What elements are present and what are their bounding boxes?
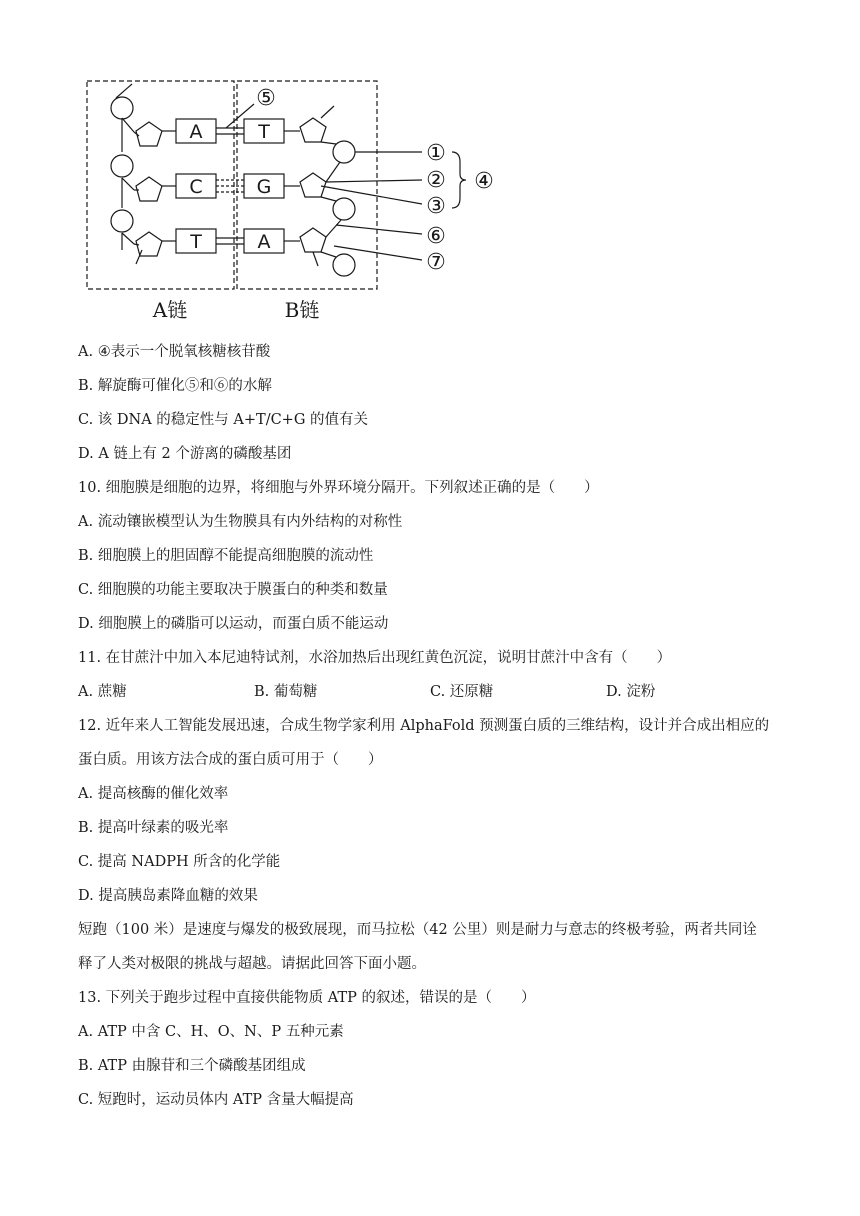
q9-option-c: C. 该 DNA 的稳定性与 A+T/C+G 的值有关 (78, 412, 369, 428)
marker-5: ⑤ (256, 86, 276, 111)
q12-option-d: D. 提高胰岛素降血糖的效果 (78, 888, 258, 904)
brace (452, 152, 466, 208)
q11-option-b: B. 葡萄糖 (254, 684, 318, 700)
deoxyribose-pentagon (300, 228, 326, 252)
q10-option-d: D. 细胞膜上的磷脂可以运动，而蛋白质不能运动 (78, 616, 389, 632)
base-label: A (257, 231, 271, 253)
deoxyribose-pentagon (300, 173, 326, 197)
base-label: C (189, 176, 203, 198)
q12-option-a: A. 提高核酶的催化效率 (78, 786, 229, 802)
deoxyribose-pentagon (136, 232, 162, 256)
chain-a-label: A链 (152, 298, 188, 322)
base-label: T (258, 121, 270, 143)
q12-option-c: C. 提高 NADPH 所含的化学能 (78, 854, 281, 870)
marker-7: ⑦ (426, 250, 446, 275)
passage-line2: 释了人类对极限的挑战与超越。请据此回答下面小题。 (78, 956, 426, 972)
base-label: T (190, 231, 202, 253)
q11-option-d: D. 淀粉 (606, 684, 656, 700)
passage-line1: 短跑（100 米）是速度与爆发的极致展现，而马拉松（42 公里）则是耐力与意志的终极考验，两者共同诠 (78, 922, 757, 938)
phosphate-circle (333, 141, 355, 163)
deoxyribose-pentagon (136, 177, 162, 201)
marker-2: ② (426, 168, 446, 193)
base-label: G (256, 176, 272, 198)
q10-option-a: A. 流动镶嵌模型认为生物膜具有内外结构的对称性 (78, 514, 403, 530)
phosphate-circle (333, 198, 355, 220)
deoxyribose-pentagon (136, 122, 162, 146)
q9-option-d: D. A 链上有 2 个游离的磷酸基团 (78, 446, 292, 462)
q12-option-b: B. 提高叶绿素的吸光率 (78, 820, 229, 836)
q10-option-c: C. 细胞膜的功能主要取决于膜蛋白的种类和数量 (78, 582, 388, 598)
base-label: A (189, 121, 203, 143)
phosphate-circle (111, 97, 133, 119)
marker-1: ① (426, 141, 446, 166)
q9-option-b: B. 解旋酶可催化⑤和⑥的水解 (78, 378, 272, 394)
q12-stem-line1: 12. 近年来人工智能发展迅速，合成生物学家利用 AlphaFold 预测蛋白质的三维结构，设计并合成出相应的 (78, 718, 770, 734)
q13-stem: 13. 下列关于跑步过程中直接供能物质 ATP 的叙述，错误的是（ ） (78, 990, 536, 1006)
phosphate-circle (111, 155, 133, 177)
phosphate-circle (333, 254, 355, 276)
q12-stem-line2: 蛋白质。用该方法合成的蛋白质可用于（ ） (78, 752, 383, 768)
marker-3: ③ (426, 194, 446, 219)
q11-stem: 11. 在甘蔗汁中加入本尼迪特试剂，水浴加热后出现红黄色沉淀，说明甘蔗汁中含有（ ） (78, 650, 672, 666)
q13-option-a: A. ATP 中含 C、H、O、N、P 五种元素 (78, 1024, 344, 1040)
marker-4: ④ (474, 169, 494, 194)
phosphate-circle (111, 210, 133, 232)
q13-option-c: C. 短跑时，运动员体内 ATP 含量大幅提高 (78, 1092, 354, 1108)
q13-option-b: B. ATP 由腺苷和三个磷酸基团组成 (78, 1058, 306, 1074)
marker-6: ⑥ (426, 224, 446, 249)
q10-option-b: B. 细胞膜上的胆固醇不能提高细胞膜的流动性 (78, 548, 374, 564)
q11-option-c: C. 还原糖 (430, 684, 494, 700)
q10-stem: 10. 细胞膜是细胞的边界，将细胞与外界环境分隔开。下列叙述正确的是（ ） (78, 480, 599, 496)
deoxyribose-pentagon (300, 118, 326, 142)
q11-option-a: A. 蔗糖 (78, 684, 127, 700)
q9-option-a: A. ④表示一个脱氧核糖核苷酸 (78, 344, 271, 360)
dna-structure-diagram (60, 70, 530, 330)
chain-b-label: B链 (284, 298, 320, 322)
